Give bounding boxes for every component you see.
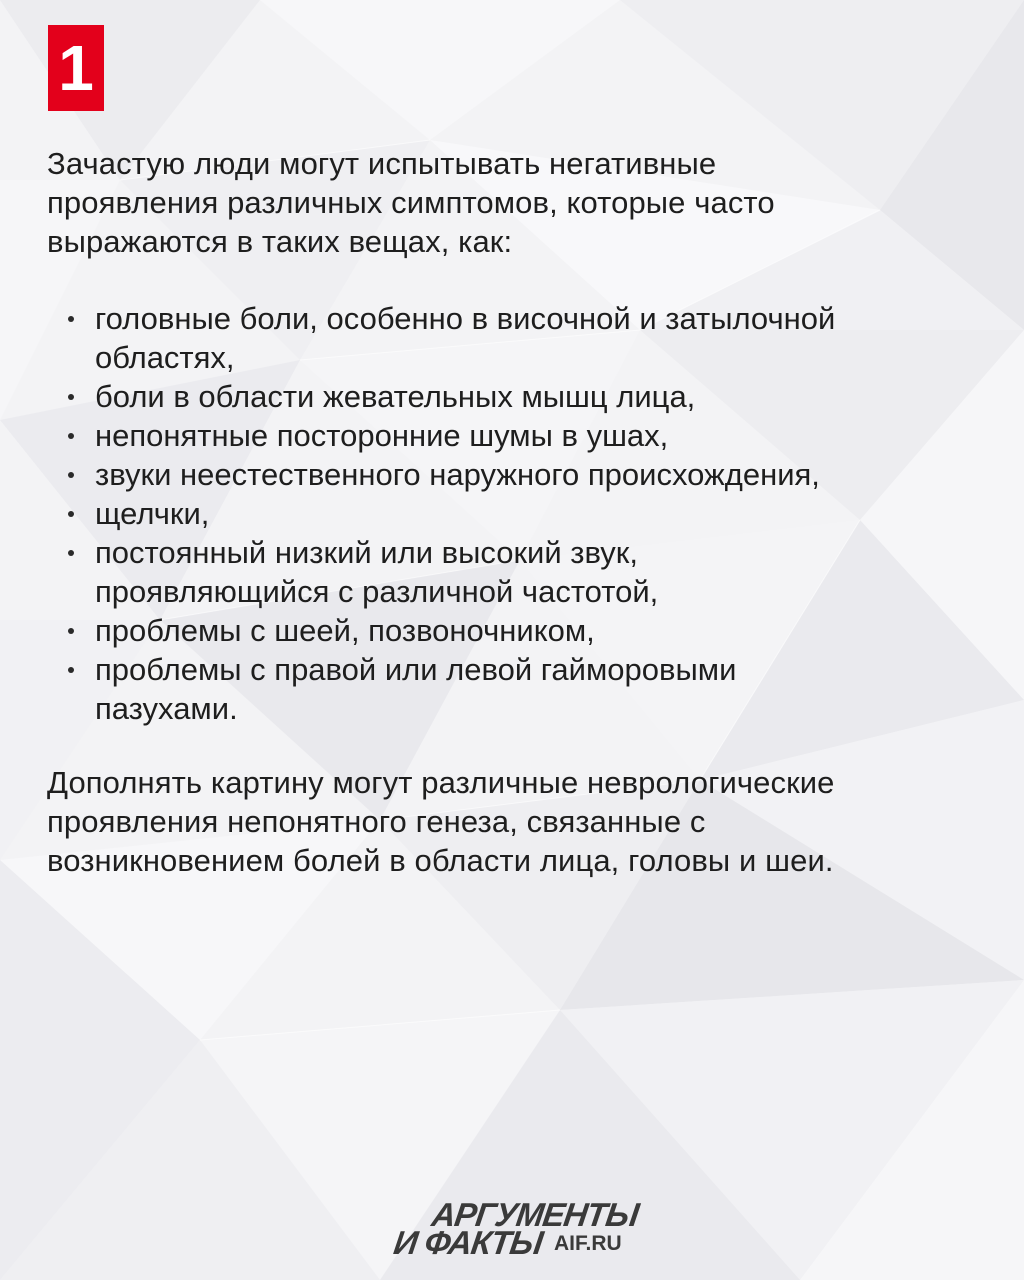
list-item-text: звуки неестественного наружного происхождения, [95, 457, 820, 492]
aif-logo [391, 1196, 656, 1261]
list-item-text: непонятные посторонние шумы в ушах, [95, 418, 669, 453]
bullet-icon [68, 511, 74, 517]
list-item-text: проблемы с правой или левой гайморовыми пазухами. [95, 652, 737, 726]
list-item [47, 377, 987, 416]
list-item [47, 650, 987, 728]
slide-number-badge [48, 25, 104, 111]
bullet-icon [68, 433, 74, 439]
list-item [47, 611, 987, 650]
logo-line-2: И ФАКТЫ [391, 1224, 545, 1261]
list-item [47, 299, 987, 377]
list-item [47, 533, 987, 611]
list-item-text: боли в области жевательных мышц лица, [95, 379, 696, 414]
intro-paragraph: Зачастую люди могут испытывать негативные проявления различных симптомов, которые часто выражаются в таких вещах, как: [47, 146, 775, 259]
list-item [47, 455, 987, 494]
list-item-text: головные боли, особенно в височной и затылочной областях, [95, 301, 836, 375]
list-item-text: постоянный низкий или высокий звук, проявляющийся с различной частотой, [95, 535, 659, 609]
logo-site: AIF.RU [554, 1232, 622, 1255]
bullet-icon [68, 550, 74, 556]
list-item [47, 494, 987, 533]
bullet-icon [68, 394, 74, 400]
slide-number: 1 [58, 32, 94, 104]
outro-paragraph: Дополнять картину могут различные неврологические проявления непонятного генеза, связанные с возникновением болей в области лица, головы и шеи. [47, 765, 835, 878]
list-item-text: проблемы с шеей, позвоночником, [95, 613, 595, 648]
logo-line-1: АРГУМЕНТЫ [429, 1196, 641, 1233]
bullet-icon [68, 472, 74, 478]
bullet-icon [68, 316, 74, 322]
symptoms-list [47, 299, 987, 728]
bullet-icon [68, 667, 74, 673]
list-item [47, 416, 987, 455]
list-item-text: щелчки, [95, 496, 210, 531]
bullet-icon [68, 628, 74, 634]
